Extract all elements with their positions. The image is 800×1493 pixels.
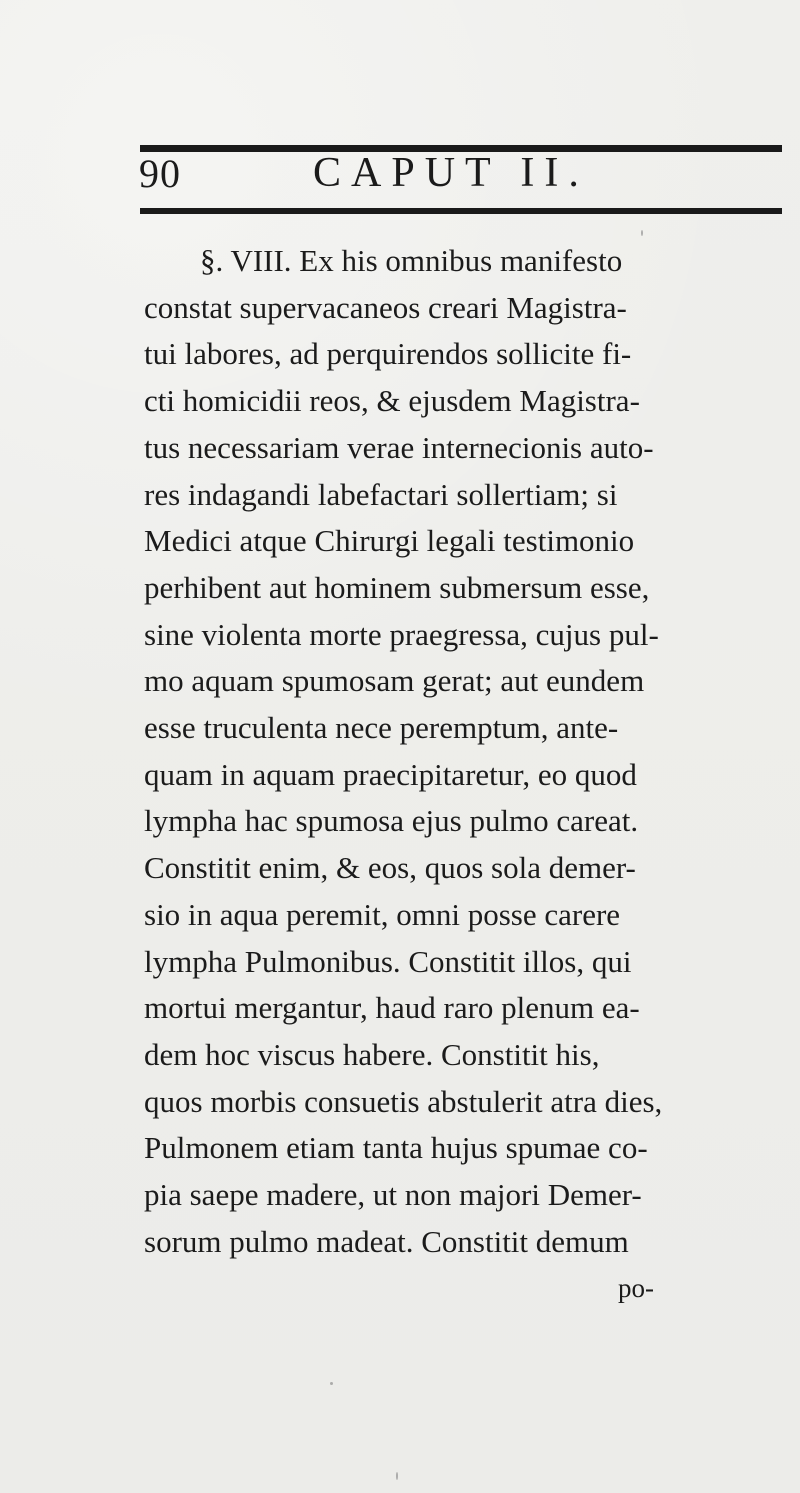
running-head: CAPUT II. (313, 150, 589, 196)
text-line-14: Constitit enim, & eos, quos sola demer- (144, 850, 636, 886)
text-line-12: quam in aquam praecipitaretur, eo quod (144, 756, 637, 792)
text-line-18: dem hoc viscus habere. Constitit his, (144, 1036, 600, 1072)
text-line-17: mortui mergantur, haud raro plenum ea- (144, 990, 640, 1026)
text-line-5: tus necessariam verae internecionis auto- (144, 429, 654, 465)
text-line-6: res indagandi labefactari sollertiam; si (144, 476, 618, 512)
body-text (144, 238, 784, 1312)
text-line-22: sorum pulmo madeat. Constitit demum (144, 1223, 629, 1259)
text-line-19: quos morbis consuetis abstulerit atra dies, (144, 1083, 663, 1119)
text-line-20: Pulmonem etiam tanta hujus spumae co- (144, 1130, 648, 1166)
text-line-15: sio in aqua peremit, omni posse carere (144, 896, 621, 932)
text-line-16: lympha Pulmonibus. Constitit illos, qui (144, 943, 632, 979)
header-bottom-rule (140, 208, 782, 214)
text-line-7: Medici atque Chirurgi legali testimonio (144, 523, 635, 559)
text-line-11: esse truculenta nece peremptum, ante- (144, 710, 619, 746)
text-line-10: mo aquam spumosam gerat; aut eundem (144, 663, 645, 699)
page-number: 90 (139, 151, 181, 196)
page-header (135, 150, 785, 208)
text-line-13: lympha hac spumosa ejus pulmo careat. (144, 803, 639, 839)
text-line-4: cti homicidii reos, & ejusdem Magistra- (144, 383, 640, 419)
text-line-8: perhibent aut hominem submersum esse, (144, 569, 650, 605)
text-line-3: tui labores, ad perquirendos sollicite fi- (144, 336, 632, 372)
text-line-21: pia saepe madere, ut non majori Demer- (144, 1177, 642, 1213)
paper-speck (396, 1472, 398, 1480)
paper-speck (330, 1382, 333, 1385)
text-line-2: constat supervacaneos creari Magistra- (144, 289, 627, 325)
catchword: po- (618, 1273, 654, 1304)
paper-speck (641, 230, 643, 236)
text-line-1: §. VIII. Ex his omnibus manifesto (200, 243, 623, 278)
text-line-9: sine violenta morte praegressa, cujus pul- (144, 616, 659, 652)
